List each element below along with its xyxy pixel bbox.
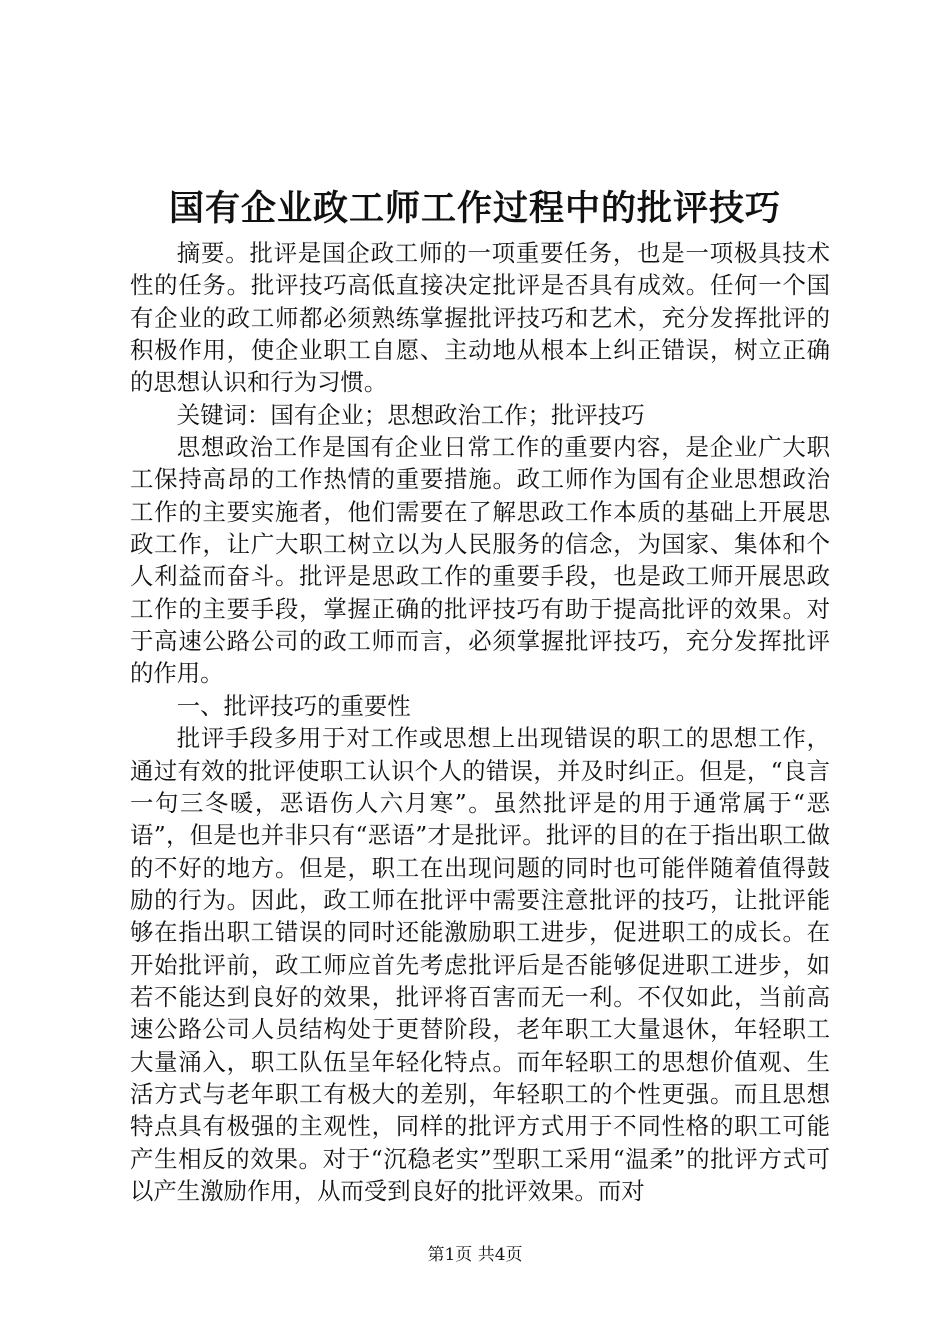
abstract-paragraph: 摘要。批评是国企政工师的一项重要任务，也是一项极具技术性的任务。批评技巧高低直接决定批评是否具有成效。任何一个国有企业的政工师都必须熟练掌握批评技巧和艺术，充分发挥批评的积极作用，使企业职工自愿、主动地从根本上纠正错误，树立正确的思想认识和行为习惯。 [130, 239, 830, 397]
document-body [130, 237, 830, 1207]
intro-paragraph: 思想政治工作是国有企业日常工作的重要内容，是企业广大职工保持高昂的工作热情的重要措施。政工师作为国有企业思想政治工作的主要实施者，他们需要在了解思政工作本质的基础上开展思政工作，让广大职工树立以为人民服务的信念，为国家、集体和个人利益而奋斗。批评是思政工作的重要手段，也是政工师开展思政工作的主要手段，掌握正确的批评技巧有助于提高批评的效果。对于高速公路公司的政工师而言，必须掌握批评技巧，充分发挥批评的作用。 [130, 433, 830, 688]
page-number-footer: 第1页 共4页 [427, 1245, 523, 1265]
section-body-paragraph: 批评手段多用于对工作或思想上出现错误的职工的思想工作，通过有效的批评使职工认识个人的错误，并及时纠正。但是，“良言一句三冬暖，恶语伤人六月寒”。虽然批评是的用于通常属于“恶语”，但是也并非只有“恶语”才是批评。批评的目的在于指出职工做的不好的地方。但是，职工在出现问题的同时也可能伴随着值得鼓励的行为。因此，政工师在批评中需要注意批评的技巧，让批评能够在指出职工错误的同时还能激励职工进步，促进职工的成长。在开始批评前，政工师应首先考虑批评后是否能够促进职工进步，如若不能达到良好的效果，批评将百害而无一利。不仅如此，当前高速公路公司人员结构处于更替阶段，老年职工大量退休，年轻职工大量涌入，职工队伍呈年轻化特点。而年轻职工的思想价值观、生活方式与老年职工有极大的差别，年轻职工的个性更强。而且思想特点具有极强的主观性，同样的批评方式用于不同性格的职工可能产生相反的效果。对于“沉稳老实”型职工采用“温柔”的批评方式可以产生激励作用，从而受到良好的批评效果。而对 [130, 724, 830, 1205]
document-title: 国有企业政工师工作过程中的批评技巧 [168, 188, 781, 229]
keywords-paragraph: 关键词：国有企业；思想政治工作；批评技巧 [176, 400, 645, 429]
section-heading: 一、批评技巧的重要性 [176, 691, 411, 720]
